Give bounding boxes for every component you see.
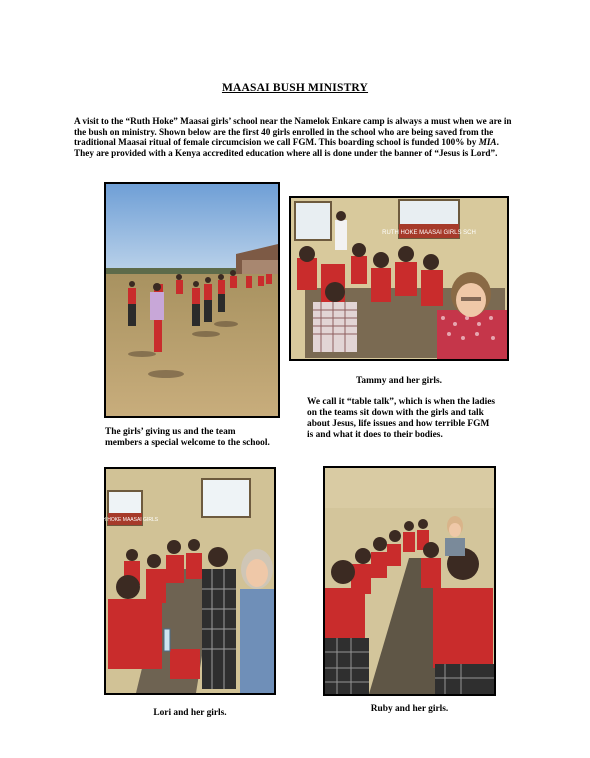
welcome-photo (104, 182, 280, 418)
ruby-caption: Ruby and her girls. (370, 704, 449, 714)
welcome-caption: The girls’ giving us and the team members a special welcome to the school. (105, 427, 270, 448)
intro-text-part1: A visit to the “Ruth Hoke” Maasai girls’ school near the Namelok Enkare camp is always a must when we are in the bush on ministry. Shown below are the first 40 girls enrolled in the school who are being saved from the traditional Maasai ritual of female circumcision we call FGM. This boarding school is funded 100% by (74, 116, 512, 148)
tammy-sign: RUTH HOKE MAASAI GIRLS SCH (382, 230, 476, 236)
intro-text-part2: . They are provided with a Kenya accredited education where all is done under the banner of “Jesus is Lord”. (74, 137, 499, 158)
ruby-photo (323, 466, 496, 696)
tammy-photo (289, 196, 509, 361)
lori-caption: Lori and her girls. (153, 708, 227, 718)
lori-photo (91, 467, 276, 695)
intro-emphasis: MIA (478, 137, 497, 148)
page-title: MAASAI BUSH MINISTRY (221, 82, 369, 94)
table-talk-text: We call it “table talk”, which is when the ladies on the teams sit down with the girls and talk about Jesus, life issues and how terrible FGM is and what it does to their bodies. (307, 397, 496, 440)
intro-paragraph (74, 116, 518, 158)
lori-sign: RUTH HOKE MAASAI GIRLS (91, 517, 159, 523)
tammy-caption: Tammy and her girls. (356, 376, 442, 386)
